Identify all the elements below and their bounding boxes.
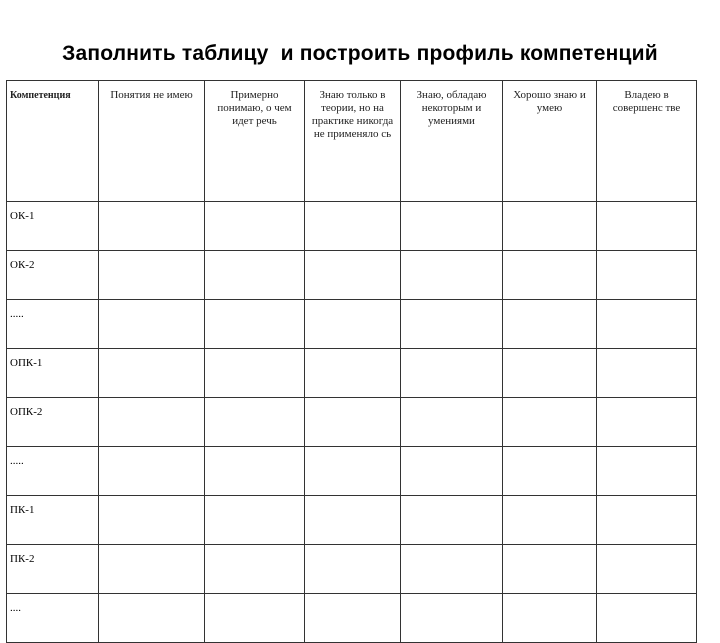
table-cell[interactable]: [205, 349, 305, 398]
table-cell[interactable]: [597, 496, 697, 545]
page-title: Заполнить таблицу и построить профиль компетенций: [62, 42, 658, 65]
table-cell[interactable]: [503, 447, 597, 496]
table-cell[interactable]: [205, 447, 305, 496]
competency-table: [6, 80, 697, 643]
table-row: [7, 398, 697, 447]
table-cell[interactable]: [99, 300, 205, 349]
table-cell[interactable]: [99, 496, 205, 545]
table-cell[interactable]: [503, 300, 597, 349]
table-cell[interactable]: [503, 496, 597, 545]
table-cell[interactable]: [305, 545, 401, 594]
table-cell[interactable]: [99, 349, 205, 398]
table-cell[interactable]: [205, 545, 305, 594]
table-cell[interactable]: [99, 545, 205, 594]
row-label: .....: [7, 300, 99, 349]
table-cell[interactable]: [503, 594, 597, 643]
table-cell[interactable]: [597, 545, 697, 594]
table-header-row: [7, 81, 697, 202]
table-cell[interactable]: [205, 202, 305, 251]
table-cell[interactable]: [401, 496, 503, 545]
table-cell[interactable]: [503, 545, 597, 594]
table-row: [7, 545, 697, 594]
table-cell[interactable]: [401, 251, 503, 300]
table-cell[interactable]: [305, 251, 401, 300]
table-cell[interactable]: [305, 202, 401, 251]
table-cell[interactable]: [205, 300, 305, 349]
table-cell[interactable]: [99, 594, 205, 643]
row-label: ОПК-1: [7, 349, 99, 398]
table-cell[interactable]: [99, 251, 205, 300]
table-cell[interactable]: [305, 349, 401, 398]
table-cell[interactable]: [597, 594, 697, 643]
table-cell[interactable]: [503, 251, 597, 300]
header-mastery: Владею в совершенс тве: [597, 81, 697, 202]
table-cell[interactable]: [305, 300, 401, 349]
table-row: [7, 447, 697, 496]
table-cell[interactable]: [401, 349, 503, 398]
row-label: .....: [7, 447, 99, 496]
table-row: [7, 202, 697, 251]
table-cell[interactable]: [401, 545, 503, 594]
table-cell[interactable]: [597, 202, 697, 251]
table-cell[interactable]: [503, 349, 597, 398]
table-cell[interactable]: [503, 202, 597, 251]
table-cell[interactable]: [597, 300, 697, 349]
row-label: ПК-2: [7, 545, 99, 594]
table-cell[interactable]: [305, 496, 401, 545]
table-row: [7, 349, 697, 398]
table-cell[interactable]: [99, 398, 205, 447]
table-cell[interactable]: [597, 447, 697, 496]
table-row: [7, 300, 697, 349]
table-cell[interactable]: [99, 447, 205, 496]
table-cell[interactable]: [205, 594, 305, 643]
header-competency: Компетенция: [7, 81, 99, 202]
header-theory-only: Знаю только в теории, но на практике никогда не применяло сь: [305, 81, 401, 202]
row-label: ОК-1: [7, 202, 99, 251]
table-cell[interactable]: [305, 594, 401, 643]
table-row: [7, 496, 697, 545]
row-label: ОПК-2: [7, 398, 99, 447]
header-roughly-understand: Примерно понимаю, о чем идет речь: [205, 81, 305, 202]
table-cell[interactable]: [401, 202, 503, 251]
table-row: [7, 251, 697, 300]
table-cell[interactable]: [205, 496, 305, 545]
table-cell[interactable]: [401, 300, 503, 349]
table-cell[interactable]: [401, 398, 503, 447]
table-cell[interactable]: [597, 251, 697, 300]
header-some-skills: Знаю, обладаю некоторым и умениями: [401, 81, 503, 202]
row-label: ПК-1: [7, 496, 99, 545]
table-cell[interactable]: [205, 398, 305, 447]
table-cell[interactable]: [401, 594, 503, 643]
table-cell[interactable]: [305, 447, 401, 496]
table-cell[interactable]: [503, 398, 597, 447]
table-cell[interactable]: [401, 447, 503, 496]
row-label: ОК-2: [7, 251, 99, 300]
table-cell[interactable]: [205, 251, 305, 300]
table-cell[interactable]: [597, 398, 697, 447]
header-know-well: Хорошо знаю и умею: [503, 81, 597, 202]
header-no-idea: Понятия не имею: [99, 81, 205, 202]
table-cell[interactable]: [99, 202, 205, 251]
table-cell[interactable]: [305, 398, 401, 447]
table-cell[interactable]: [597, 349, 697, 398]
table-row: [7, 594, 697, 643]
row-label: ....: [7, 594, 99, 643]
